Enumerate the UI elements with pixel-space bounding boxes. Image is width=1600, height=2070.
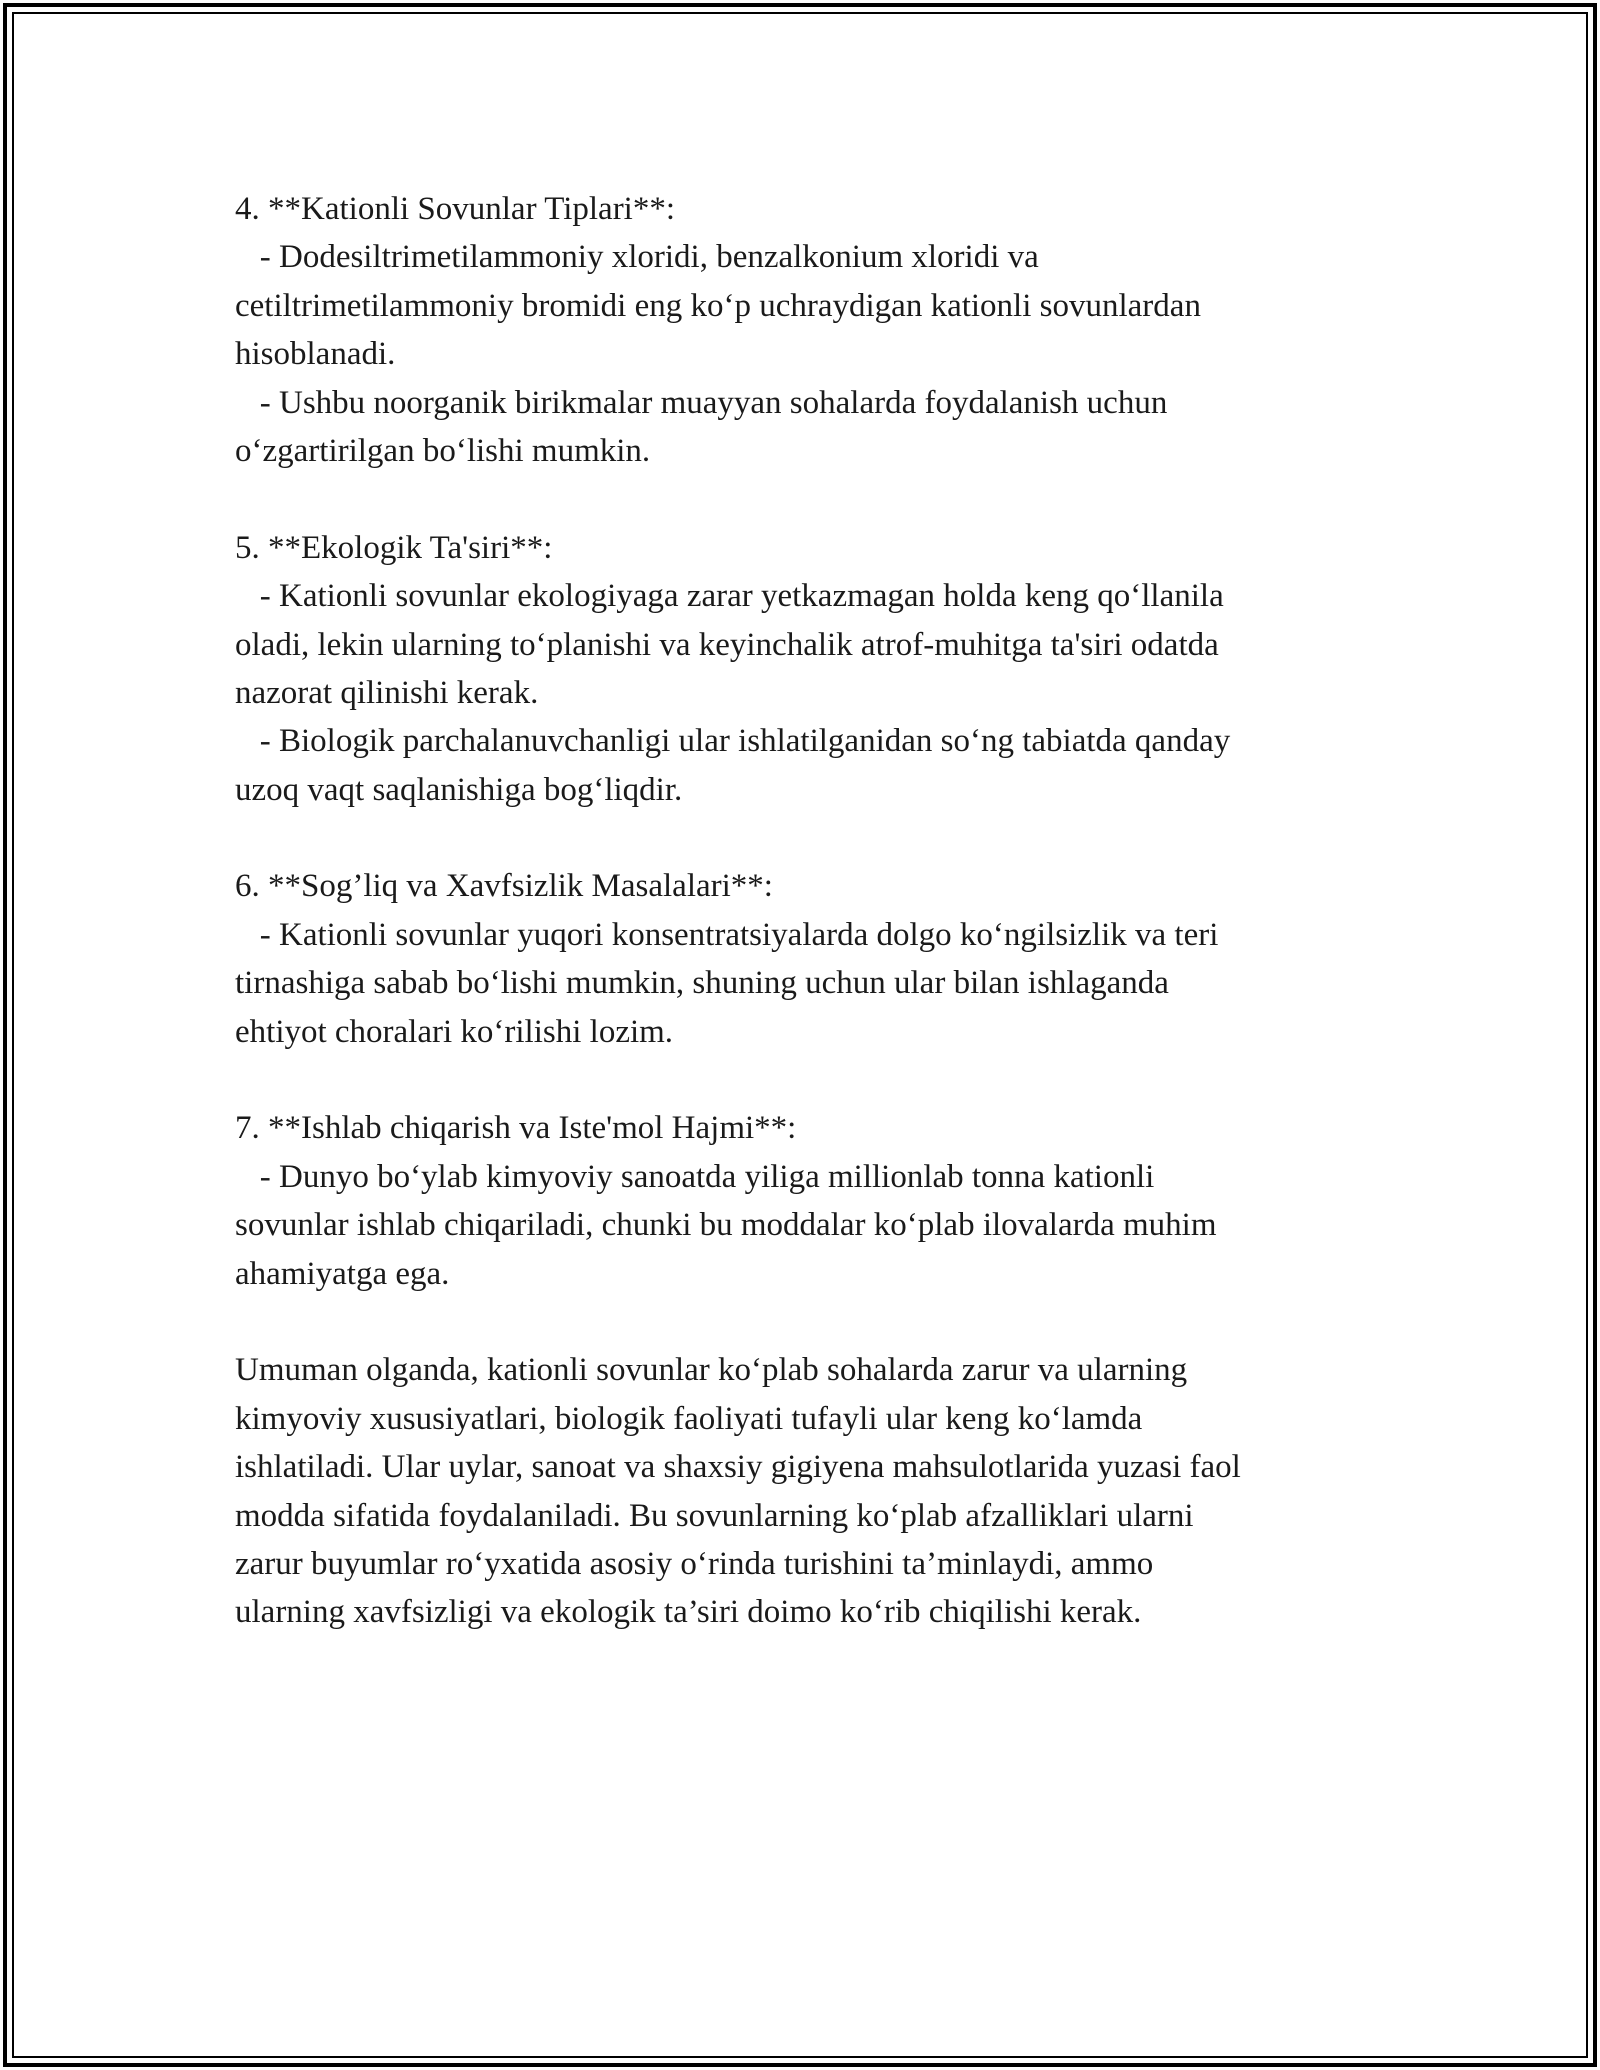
section-heading: 5. **Ekologik Ta'siri**: xyxy=(235,529,553,566)
paragraph-gap xyxy=(235,814,1395,862)
bullet-line: uzoq vaqt saqlanishiga bog‘liqdir. xyxy=(235,771,683,808)
section-4 xyxy=(235,185,1395,475)
conclusion-paragraph xyxy=(235,1346,1395,1636)
conclusion-line: ularning xavfsizligi va ekologik ta’siri doimo ko‘rib chiqilishi kerak. xyxy=(235,1594,1142,1631)
section-7 xyxy=(235,1104,1395,1298)
section-6 xyxy=(235,862,1395,1056)
bullet-line: cetiltrimetilammoniy bromidi eng ko‘p uchraydigan kationli sovunlardan xyxy=(235,287,1201,324)
bullet-line: o‘zgartirilgan bo‘lishi mumkin. xyxy=(235,432,651,469)
section-5 xyxy=(235,524,1395,814)
conclusion-line: kimyoviy xususiyatlari, biologik faoliyati tufayli ular keng ko‘lamda xyxy=(235,1400,1143,1437)
bullet-line: - Kationli sovunlar ekologiyaga zarar yetkazmagan holda keng qo‘llanila xyxy=(235,578,1224,615)
bullet-line: - Dodesiltrimetilammoniy xloridi, benzalkonium xloridi va xyxy=(235,239,1039,276)
conclusion-line: Umuman olganda, kationli sovunlar ko‘plab sohalarda zarur va ularning xyxy=(235,1352,1188,1389)
bullet-line: - Kationli sovunlar yuqori konsentratsiyalarda dolgo ko‘ngilsizlik va teri xyxy=(235,916,1219,953)
section-heading: 4. **Kationli Sovunlar Tiplari**: xyxy=(235,191,676,227)
bullet-line: tirnashiga sabab bo‘lishi mumkin, shuning uchun ular bilan ishlaganda xyxy=(235,965,1169,1002)
bullet-line: - Biologik parchalanuvchanligi ular ishlatilganidan so‘ng tabiatda qanday xyxy=(235,723,1231,760)
section-heading: 6. **Sog’liq va Xavfsizlik Masalalari**: xyxy=(235,868,773,905)
bullet-line: ahamiyatga ega. xyxy=(235,1255,450,1292)
conclusion-line: modda sifatida foydalaniladi. Bu sovunlarning ko‘plab afzalliklari ularni xyxy=(235,1497,1194,1534)
paragraph-gap xyxy=(235,1056,1395,1104)
section-heading: 7. **Ishlab chiqarish va Iste'mol Hajmi**: xyxy=(235,1110,797,1147)
document-body xyxy=(235,185,1395,1637)
paragraph-gap xyxy=(235,1298,1395,1346)
bullet-line: sovunlar ishlab chiqariladi, chunki bu moddalar ko‘plab ilovalarda muhim xyxy=(235,1207,1217,1244)
bullet-line: nazorat qilinishi kerak. xyxy=(235,674,539,711)
bullet-line: hisoblanadi. xyxy=(235,336,396,373)
bullet-line: - Ushbu noorganik birikmalar muayyan sohalarda foydalanish uchun xyxy=(235,384,1168,421)
conclusion-line: ishlatiladi. Ular uylar, sanoat va shaxsiy gigiyena mahsulotlarida yuzasi faol xyxy=(235,1449,1241,1486)
paragraph-gap xyxy=(235,475,1395,523)
conclusion-line: zarur buyumlar ro‘yxatida asosiy o‘rinda turishini ta’minlaydi, ammo xyxy=(235,1545,1154,1582)
bullet-line: oladi, lekin ularning to‘planishi va keyinchalik atrof-muhitga ta'siri odatda xyxy=(235,626,1219,663)
bullet-line: - Dunyo bo‘ylab kimyoviy sanoatda yiliga millionlab tonna kationli xyxy=(235,1158,1155,1195)
bullet-line: ehtiyot choralari ko‘rilishi lozim. xyxy=(235,1013,674,1050)
